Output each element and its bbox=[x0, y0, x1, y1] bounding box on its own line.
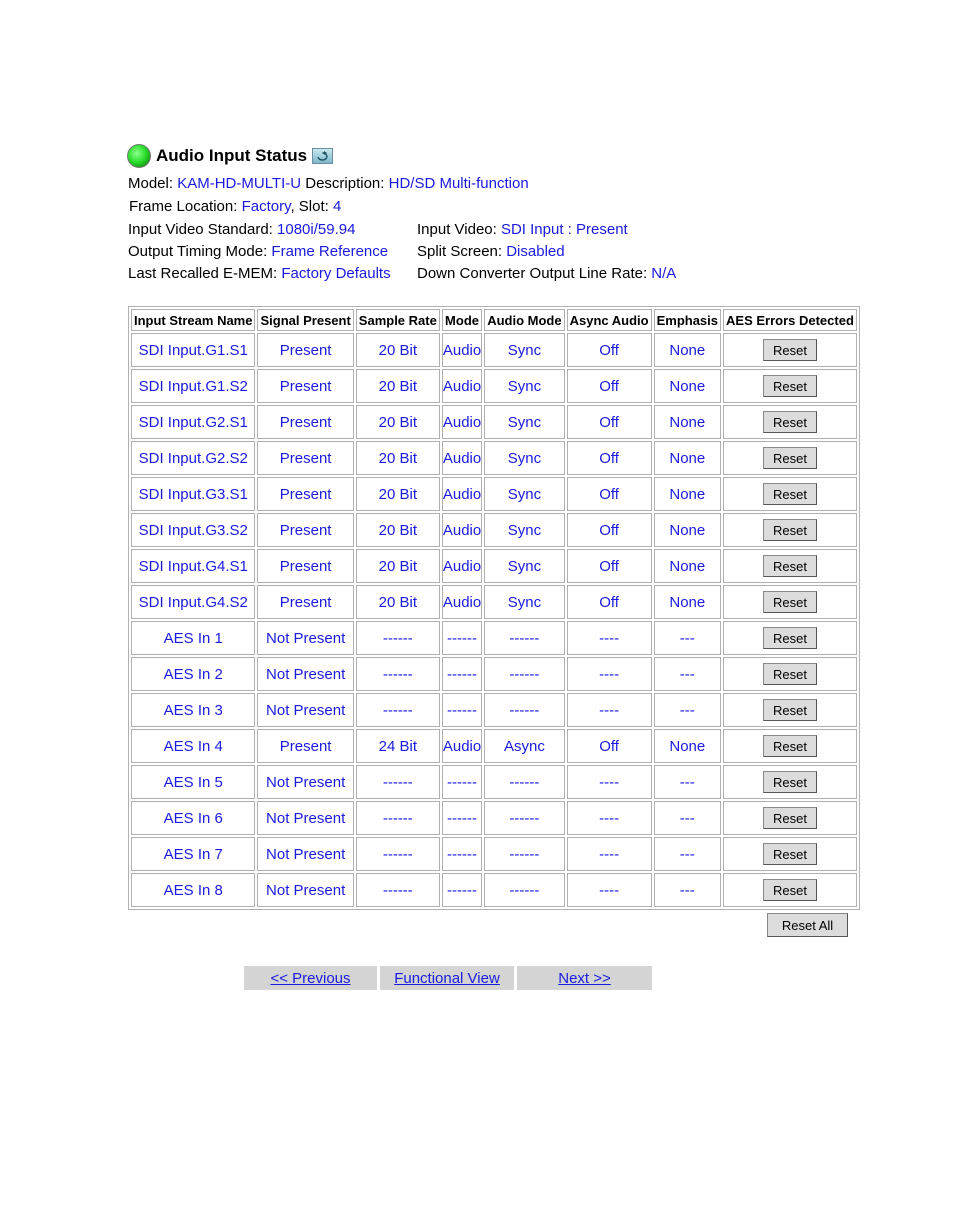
table-row bbox=[131, 333, 857, 367]
mode-cell: ------ bbox=[442, 657, 482, 691]
signal-present-cell: Not Present bbox=[257, 621, 353, 655]
split-screen-label: Split Screen: bbox=[417, 243, 503, 260]
audio-mode-cell: Sync bbox=[484, 549, 564, 583]
nav-next bbox=[517, 966, 652, 990]
mode-cell: Audio bbox=[442, 585, 482, 619]
audio-mode-cell: Async bbox=[484, 729, 564, 763]
aes-errors-cell bbox=[723, 801, 857, 835]
signal-present-cell: Present bbox=[257, 405, 353, 439]
sample-rate-cell: ------ bbox=[356, 837, 440, 871]
signal-present-cell: Not Present bbox=[257, 765, 353, 799]
down-converter-label: Down Converter Output Line Rate: bbox=[417, 265, 648, 282]
col-mode-header: Mode bbox=[442, 309, 482, 331]
frame-location-line bbox=[129, 196, 341, 218]
emphasis-cell: --- bbox=[654, 657, 721, 691]
frame-location-value: Factory bbox=[241, 198, 291, 215]
emphasis-cell: None bbox=[654, 729, 721, 763]
async-audio-cell: ---- bbox=[567, 621, 652, 655]
table-row bbox=[131, 693, 857, 727]
aes-errors-cell bbox=[723, 873, 857, 907]
async-audio-cell: ---- bbox=[567, 657, 652, 691]
sample-rate-cell: 24 Bit bbox=[356, 729, 440, 763]
input-video-standard-value: 1080i/59.94 bbox=[277, 221, 356, 238]
output-timing-line bbox=[128, 241, 388, 263]
table-row bbox=[131, 873, 857, 907]
audio-mode-cell: ------ bbox=[484, 837, 564, 871]
reset-button[interactable]: Reset bbox=[763, 447, 817, 469]
reset-button[interactable]: Reset bbox=[763, 663, 817, 685]
emphasis-cell: --- bbox=[654, 765, 721, 799]
audio-mode-cell: ------ bbox=[484, 621, 564, 655]
emphasis-cell: None bbox=[654, 405, 721, 439]
mode-cell: Audio bbox=[442, 729, 482, 763]
stream-name-cell: SDI Input.G2.S1 bbox=[131, 405, 255, 439]
model-value: KAM-HD-MULTI-U bbox=[177, 175, 302, 192]
sample-rate-cell: 20 Bit bbox=[356, 513, 440, 547]
table-row bbox=[131, 405, 857, 439]
aes-errors-cell bbox=[723, 765, 857, 799]
refresh-icon[interactable] bbox=[312, 148, 333, 164]
reset-button[interactable]: Reset bbox=[763, 519, 817, 541]
emphasis-cell: --- bbox=[654, 873, 721, 907]
table-row bbox=[131, 513, 857, 547]
emphasis-cell: None bbox=[654, 477, 721, 511]
aes-errors-cell bbox=[723, 441, 857, 475]
stream-name-cell: AES In 6 bbox=[131, 801, 255, 835]
last-emem-line bbox=[128, 263, 391, 285]
reset-button[interactable]: Reset bbox=[763, 699, 817, 721]
async-audio-cell: Off bbox=[567, 549, 652, 583]
input-video-label: Input Video: bbox=[417, 221, 497, 238]
col-async-audio-header: Async Audio bbox=[567, 309, 652, 331]
signal-present-cell: Not Present bbox=[257, 657, 353, 691]
async-audio-cell: Off bbox=[567, 513, 652, 547]
reset-button[interactable]: Reset bbox=[763, 555, 817, 577]
mode-cell: ------ bbox=[442, 873, 482, 907]
sample-rate-cell: ------ bbox=[356, 621, 440, 655]
table-row bbox=[131, 657, 857, 691]
aes-errors-cell bbox=[723, 549, 857, 583]
audio-mode-cell: ------ bbox=[484, 801, 564, 835]
down-converter-line bbox=[417, 263, 676, 285]
frame-location-label: Frame Location: bbox=[129, 198, 238, 215]
stream-name-cell: AES In 7 bbox=[131, 837, 255, 871]
mode-cell: Audio bbox=[442, 441, 482, 475]
emphasis-cell: None bbox=[654, 513, 721, 547]
functional-view-link[interactable]: Functional View bbox=[394, 969, 500, 987]
async-audio-cell: ---- bbox=[567, 801, 652, 835]
mode-cell: ------ bbox=[442, 621, 482, 655]
split-screen-value: Disabled bbox=[506, 243, 565, 260]
reset-button[interactable]: Reset bbox=[763, 483, 817, 505]
input-video-value: SDI Input : Present bbox=[500, 221, 628, 238]
last-emem-value: Factory Defaults bbox=[281, 265, 391, 282]
stream-name-cell: SDI Input.G1.S2 bbox=[131, 369, 255, 403]
async-audio-cell: ---- bbox=[567, 693, 652, 727]
signal-present-cell: Not Present bbox=[257, 873, 353, 907]
stream-name-cell: AES In 1 bbox=[131, 621, 255, 655]
table-row bbox=[131, 729, 857, 763]
col-sample-rate-header: Sample Rate bbox=[356, 309, 440, 331]
previous-link[interactable]: << Previous bbox=[270, 969, 351, 987]
title-row bbox=[127, 143, 333, 169]
aes-errors-cell bbox=[723, 405, 857, 439]
async-audio-cell: ---- bbox=[567, 765, 652, 799]
emphasis-cell: --- bbox=[654, 621, 721, 655]
audio-input-table bbox=[128, 306, 860, 910]
reset-button[interactable]: Reset bbox=[763, 375, 817, 397]
async-audio-cell: Off bbox=[567, 585, 652, 619]
sample-rate-cell: ------ bbox=[356, 657, 440, 691]
stream-name-cell: SDI Input.G2.S2 bbox=[131, 441, 255, 475]
sample-rate-cell: 20 Bit bbox=[356, 549, 440, 583]
aes-errors-cell bbox=[723, 369, 857, 403]
stream-name-cell: AES In 4 bbox=[131, 729, 255, 763]
stream-name-cell: AES In 5 bbox=[131, 765, 255, 799]
signal-present-cell: Present bbox=[257, 333, 353, 367]
nav-functional-view bbox=[380, 966, 514, 990]
description-value: HD/SD Multi-function bbox=[388, 175, 529, 192]
emphasis-cell: None bbox=[654, 549, 721, 583]
model-line bbox=[128, 173, 529, 195]
emphasis-cell: --- bbox=[654, 837, 721, 871]
aes-errors-cell bbox=[723, 621, 857, 655]
stream-name-cell: AES In 2 bbox=[131, 657, 255, 691]
emphasis-cell: --- bbox=[654, 693, 721, 727]
aes-errors-cell bbox=[723, 837, 857, 871]
audio-mode-cell: Sync bbox=[484, 441, 564, 475]
refresh-arrow-icon bbox=[315, 151, 330, 162]
col-input-stream-name-header: Input Stream Name bbox=[131, 309, 255, 331]
audio-mode-cell: ------ bbox=[484, 765, 564, 799]
async-audio-cell: ---- bbox=[567, 837, 652, 871]
async-audio-cell: Off bbox=[567, 729, 652, 763]
reset-button[interactable]: Reset bbox=[763, 843, 817, 865]
audio-mode-cell: Sync bbox=[484, 369, 564, 403]
aes-errors-cell bbox=[723, 657, 857, 691]
aes-errors-cell bbox=[723, 585, 857, 619]
sample-rate-cell: 20 Bit bbox=[356, 369, 440, 403]
audio-mode-cell: Sync bbox=[484, 513, 564, 547]
table-row bbox=[131, 765, 857, 799]
audio-mode-cell: Sync bbox=[484, 585, 564, 619]
mode-cell: Audio bbox=[442, 477, 482, 511]
sample-rate-cell: 20 Bit bbox=[356, 405, 440, 439]
audio-mode-cell: ------ bbox=[484, 657, 564, 691]
mode-cell: ------ bbox=[442, 837, 482, 871]
sample-rate-cell: 20 Bit bbox=[356, 477, 440, 511]
stream-name-cell: SDI Input.G3.S1 bbox=[131, 477, 255, 511]
signal-present-cell: Not Present bbox=[257, 801, 353, 835]
emphasis-cell: None bbox=[654, 585, 721, 619]
input-video-standard-label: Input Video Standard: bbox=[128, 221, 273, 238]
signal-present-cell: Present bbox=[257, 513, 353, 547]
emphasis-cell: --- bbox=[654, 801, 721, 835]
reset-button[interactable]: Reset bbox=[763, 627, 817, 649]
async-audio-cell: Off bbox=[567, 477, 652, 511]
mode-cell: ------ bbox=[442, 801, 482, 835]
emphasis-cell: None bbox=[654, 441, 721, 475]
nav-previous bbox=[244, 966, 377, 990]
table-row bbox=[131, 621, 857, 655]
table-row bbox=[131, 441, 857, 475]
col-emphasis-header: Emphasis bbox=[654, 309, 721, 331]
async-audio-cell: Off bbox=[567, 441, 652, 475]
async-audio-cell: Off bbox=[567, 405, 652, 439]
stream-name-cell: SDI Input.G4.S1 bbox=[131, 549, 255, 583]
mode-cell: ------ bbox=[442, 693, 482, 727]
audio-mode-cell: Sync bbox=[484, 333, 564, 367]
mode-cell: ------ bbox=[442, 765, 482, 799]
down-converter-value: N/A bbox=[651, 265, 677, 282]
audio-mode-cell: ------ bbox=[484, 873, 564, 907]
slot-value: 4 bbox=[333, 198, 342, 215]
sample-rate-cell: ------ bbox=[356, 765, 440, 799]
mode-cell: Audio bbox=[442, 333, 482, 367]
signal-present-cell: Present bbox=[257, 549, 353, 583]
input-video-standard-line bbox=[128, 219, 355, 241]
table-row bbox=[131, 549, 857, 583]
split-screen-line bbox=[417, 241, 565, 263]
audio-mode-cell: Sync bbox=[484, 405, 564, 439]
sample-rate-cell: ------ bbox=[356, 693, 440, 727]
stream-name-cell: SDI Input.G3.S2 bbox=[131, 513, 255, 547]
reset-button[interactable]: Reset bbox=[763, 879, 817, 901]
reset-button[interactable]: Reset bbox=[763, 735, 817, 757]
col-aes-errors-header: AES Errors Detected bbox=[723, 309, 857, 331]
signal-present-cell: Present bbox=[257, 585, 353, 619]
aes-errors-cell bbox=[723, 729, 857, 763]
mode-cell: Audio bbox=[442, 405, 482, 439]
aes-errors-cell bbox=[723, 333, 857, 367]
table-row bbox=[131, 585, 857, 619]
status-led-icon bbox=[127, 144, 151, 168]
reset-button[interactable]: Reset bbox=[763, 807, 817, 829]
aes-errors-cell bbox=[723, 477, 857, 511]
slot-label: , Slot: bbox=[290, 198, 329, 215]
next-link[interactable]: Next >> bbox=[558, 969, 611, 987]
output-timing-value: Frame Reference bbox=[271, 243, 389, 260]
aes-errors-cell bbox=[723, 513, 857, 547]
sample-rate-cell: ------ bbox=[356, 801, 440, 835]
model-label: Model: bbox=[128, 175, 174, 192]
emphasis-cell: None bbox=[654, 369, 721, 403]
last-emem-label: Last Recalled E-MEM: bbox=[128, 265, 278, 282]
mode-cell: Audio bbox=[442, 549, 482, 583]
mode-cell: Audio bbox=[442, 369, 482, 403]
sample-rate-cell: 20 Bit bbox=[356, 333, 440, 367]
col-signal-present-header: Signal Present bbox=[257, 309, 353, 331]
stream-name-cell: AES In 3 bbox=[131, 693, 255, 727]
async-audio-cell: Off bbox=[567, 369, 652, 403]
signal-present-cell: Not Present bbox=[257, 837, 353, 871]
reset-button[interactable]: Reset bbox=[763, 339, 817, 361]
mode-cell: Audio bbox=[442, 513, 482, 547]
sample-rate-cell: 20 Bit bbox=[356, 441, 440, 475]
signal-present-cell: Present bbox=[257, 729, 353, 763]
signal-present-cell: Present bbox=[257, 369, 353, 403]
table-row bbox=[131, 837, 857, 871]
input-video-line bbox=[417, 219, 628, 241]
async-audio-cell: ---- bbox=[567, 873, 652, 907]
audio-mode-cell: Sync bbox=[484, 477, 564, 511]
reset-all-button[interactable]: Reset All bbox=[767, 913, 848, 937]
reset-button[interactable]: Reset bbox=[763, 591, 817, 613]
emphasis-cell: None bbox=[654, 333, 721, 367]
stream-name-cell: SDI Input.G4.S2 bbox=[131, 585, 255, 619]
signal-present-cell: Present bbox=[257, 441, 353, 475]
aes-errors-cell bbox=[723, 693, 857, 727]
stream-name-cell: AES In 8 bbox=[131, 873, 255, 907]
audio-mode-cell: ------ bbox=[484, 693, 564, 727]
page-title: Audio Input Status bbox=[156, 146, 308, 165]
signal-present-cell: Present bbox=[257, 477, 353, 511]
table-header-row bbox=[131, 309, 857, 331]
reset-button[interactable]: Reset bbox=[763, 411, 817, 433]
async-audio-cell: Off bbox=[567, 333, 652, 367]
sample-rate-cell: ------ bbox=[356, 873, 440, 907]
col-audio-mode-header: Audio Mode bbox=[484, 309, 564, 331]
table-row bbox=[131, 477, 857, 511]
table-row bbox=[131, 801, 857, 835]
output-timing-label: Output Timing Mode: bbox=[128, 243, 268, 260]
description-label: Description: bbox=[305, 175, 385, 192]
sample-rate-cell: 20 Bit bbox=[356, 585, 440, 619]
signal-present-cell: Not Present bbox=[257, 693, 353, 727]
reset-button[interactable]: Reset bbox=[763, 771, 817, 793]
stream-name-cell: SDI Input.G1.S1 bbox=[131, 333, 255, 367]
table-row bbox=[131, 369, 857, 403]
